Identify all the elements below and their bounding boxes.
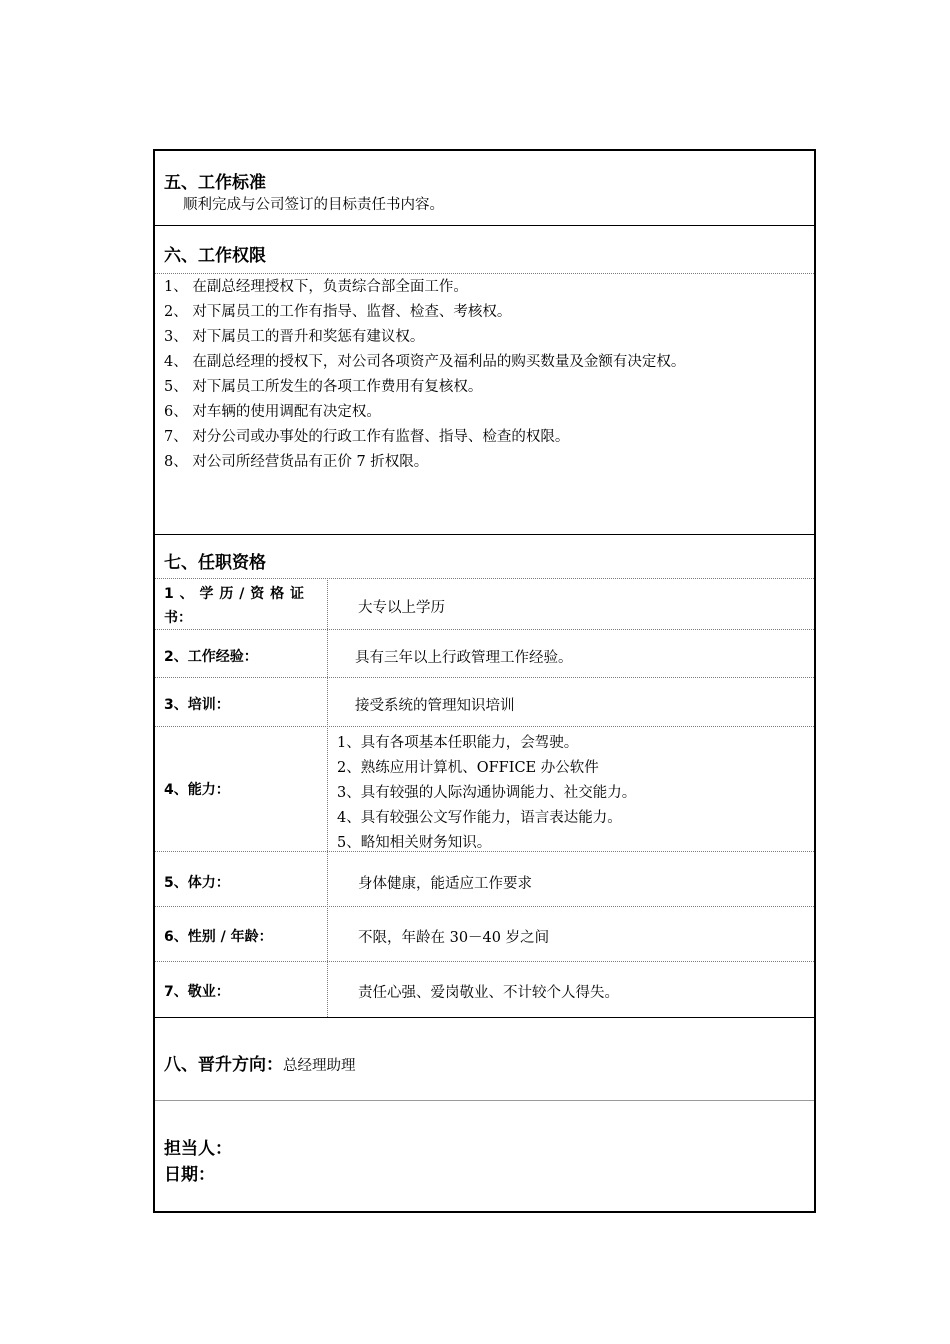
divider bbox=[155, 629, 814, 630]
qualification-label-physical: 5、体力： bbox=[164, 875, 230, 891]
qualification-value-education: 大专以上学历 bbox=[358, 600, 445, 616]
list-item: 8、 对公司所经营货品有正价 7 折权限。 bbox=[164, 454, 429, 470]
owner-label: 担当人： bbox=[164, 1139, 232, 1159]
ability-item: 5、略知相关财务知识。 bbox=[337, 835, 492, 851]
job-description-table bbox=[153, 149, 816, 1213]
divider bbox=[155, 578, 814, 579]
qualification-value-gender-age: 不限，年龄在 30－40 岁之间 bbox=[358, 930, 550, 946]
ability-item: 3、具有较强的人际沟通协调能力、社交能力。 bbox=[337, 785, 637, 801]
qualification-label-education-line2: 书： bbox=[164, 610, 192, 626]
section5-title: 五、工作标准 bbox=[164, 173, 266, 193]
divider bbox=[155, 1017, 814, 1018]
list-item: 7、 对分公司或办事处的行政工作有监督、指导、检查的权限。 bbox=[164, 429, 570, 445]
list-item: 3、 对下属员工的晋升和奖惩有建议权。 bbox=[164, 329, 425, 345]
ability-item: 4、具有较强公文写作能力，语言表达能力。 bbox=[337, 810, 622, 826]
list-item: 5、 对下属员工所发生的各项工作费用有复核权。 bbox=[164, 379, 483, 395]
promotion-direction bbox=[164, 1050, 356, 1075]
qualification-value-dedication: 责任心强、爱岗敬业、不计较个人得失。 bbox=[358, 985, 619, 1001]
authority-list bbox=[164, 275, 685, 475]
divider bbox=[155, 906, 814, 907]
divider bbox=[155, 726, 814, 727]
divider bbox=[155, 677, 814, 678]
list-item: 2、 对下属员工的工作有指导、监督、检查、考核权。 bbox=[164, 304, 512, 320]
qualification-value-ability bbox=[337, 731, 636, 856]
qualification-label-ability: 4、能力： bbox=[164, 782, 230, 798]
divider bbox=[155, 273, 814, 274]
ability-item: 1、具有各项基本任职能力，会驾驶。 bbox=[337, 735, 579, 751]
qualification-label-dedication: 7、敬业： bbox=[164, 984, 230, 1000]
qualification-label-training: 3、培训： bbox=[164, 697, 230, 713]
column-divider bbox=[327, 578, 328, 1017]
qualification-label-gender-age: 6、性别 / 年龄： bbox=[164, 929, 273, 945]
divider bbox=[155, 534, 814, 535]
section5-text: 顺利完成与公司签订的目标责任书内容。 bbox=[183, 197, 444, 213]
list-item: 6、 对车辆的使用调配有决定权。 bbox=[164, 404, 381, 420]
section7-title: 七、任职资格 bbox=[164, 553, 266, 573]
qualification-value-training: 接受系统的管理知识培训 bbox=[355, 698, 515, 714]
list-item: 4、 在副总经理的授权下，对公司各项资产及福利品的购买数量及金额有决定权。 bbox=[164, 354, 686, 370]
ability-item: 2、熟练应用计算机、OFFICE 办公软件 bbox=[337, 760, 599, 776]
section8-value: 总经理助理 bbox=[283, 1058, 356, 1074]
divider bbox=[155, 225, 814, 226]
section6-title: 六、工作权限 bbox=[164, 246, 266, 266]
qualification-value-experience: 具有三年以上行政管理工作经验。 bbox=[355, 650, 573, 666]
divider bbox=[155, 851, 814, 852]
divider bbox=[155, 1100, 814, 1101]
date-label: 日期： bbox=[164, 1165, 215, 1185]
qualification-label-experience: 2、工作经验： bbox=[164, 649, 258, 665]
divider bbox=[155, 961, 814, 962]
qualification-value-physical: 身体健康，能适应工作要求 bbox=[358, 876, 532, 892]
qualification-label-education-line1: 1 、 学 历 / 资 格 证 bbox=[164, 586, 305, 602]
section8-title: 八、晋升方向： bbox=[164, 1055, 283, 1075]
list-item: 1、 在副总经理授权下，负责综合部全面工作。 bbox=[164, 279, 468, 295]
